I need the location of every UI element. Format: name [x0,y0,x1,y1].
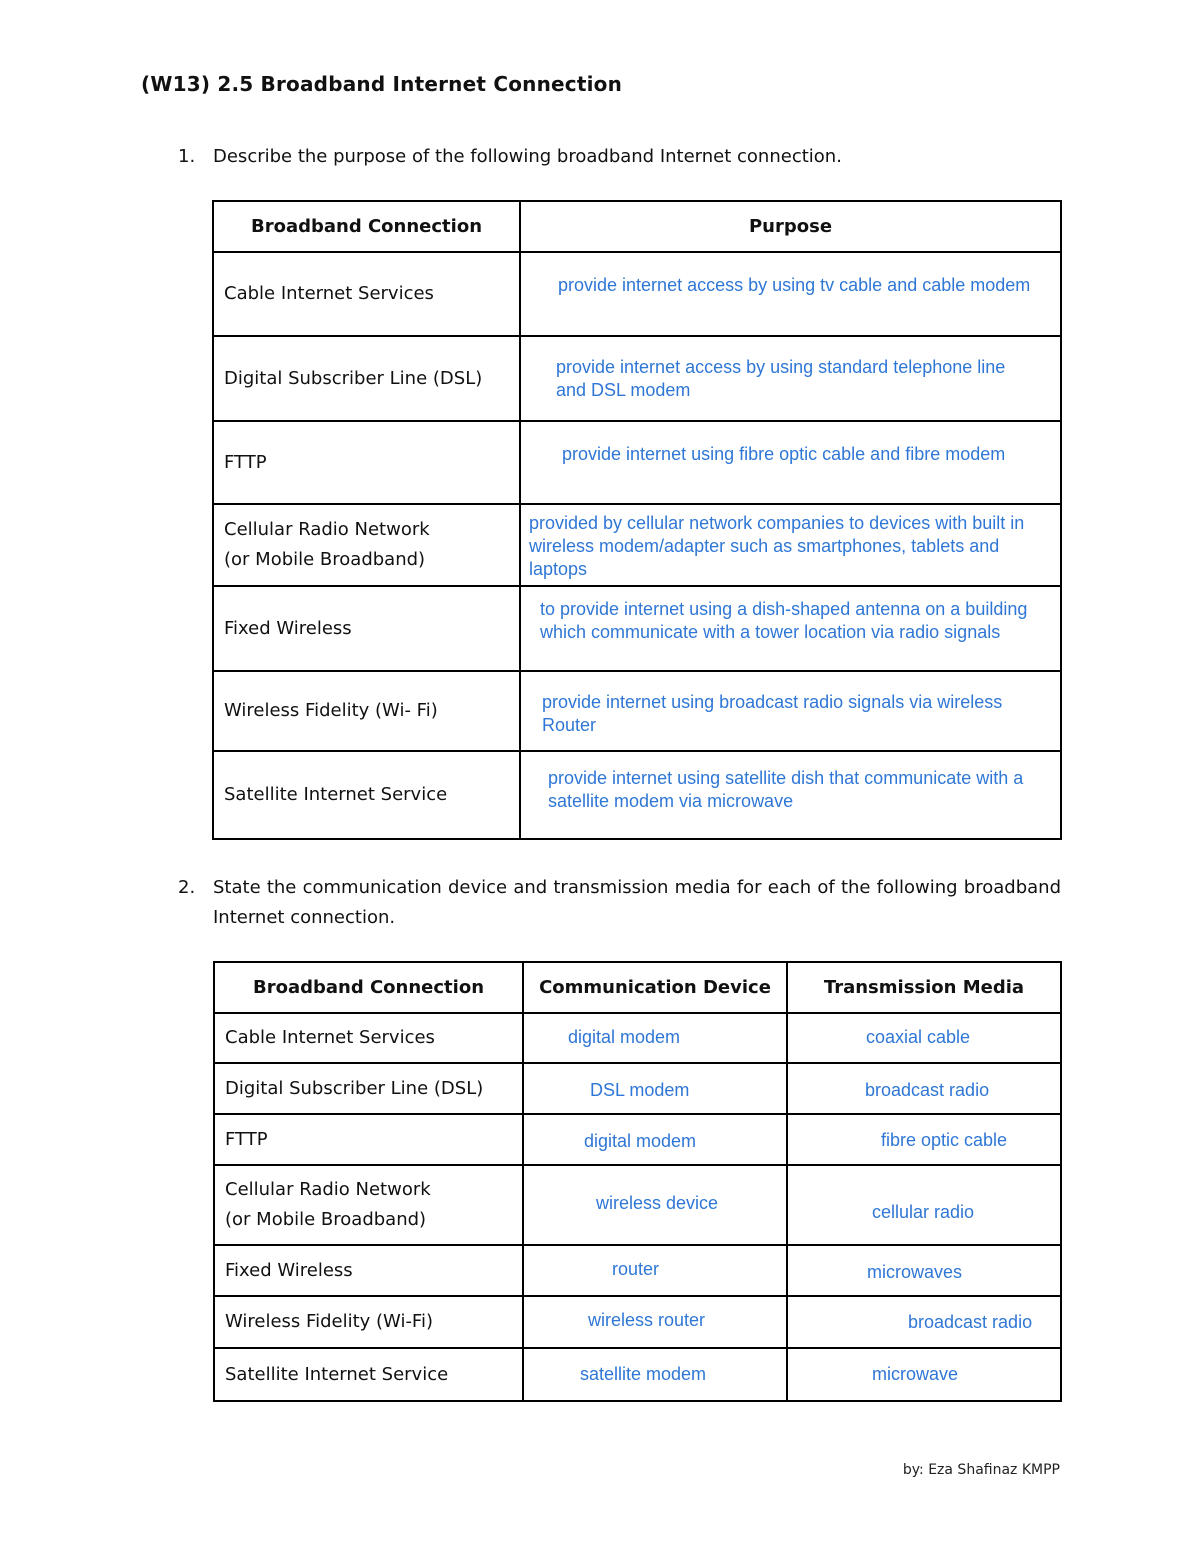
header-communication-device [524,963,788,1014]
media-answer: coaxial cable [866,1027,971,1047]
table-row-label-text: Cellular Radio Network (or Mobile Broadband) [225,1179,431,1230]
header-transmission-media-text: Transmission Media [823,977,1025,998]
table-row-label-text: Cellular Radio Network (or Mobile Broadband) [224,519,430,570]
table-row-label [215,1246,524,1297]
device-answer: digital modem [568,1027,681,1047]
page-title: (W13) 2.5 Broadband Internet Connection [141,72,623,96]
device-answer: router [612,1259,660,1279]
table-row-label [215,1166,524,1246]
media-answer: microwave [872,1364,959,1384]
header-transmission-media [788,963,1060,1014]
table-row-label-text: Wireless Fidelity (Wi-Fi) [225,1311,434,1332]
device-answer: satellite modem [580,1364,707,1384]
table-row-label-text: Digital Subscriber Line (DSL) [225,1077,484,1099]
table-row-label [215,1297,524,1349]
header-broadband-connection-text: Broadband Connection [252,977,485,998]
table-row-label [214,752,521,838]
question-text: State the communication device and transmission media for each of the following broadband Internet connection. [213,877,1061,928]
table-row-label-text: Fixed Wireless [225,1259,353,1281]
purpose-answer: to provide internet using a dish-shaped antenna on a building which communicate with a tower location via radio signals [540,599,1028,642]
purpose-answer: provided by cellular network companies to devices with built in wireless modem/adapter such as smartphones, tablets and laptops [529,513,1025,579]
table-row-label-text: Wireless Fidelity (Wi- Fi) [224,700,438,721]
device-media-table [213,961,1062,1402]
header-broadband-connection-text: Broadband Connection [250,216,483,237]
table-row-label-text: Cable Internet Services [225,1027,435,1048]
purpose-answer: provide internet using broadcast radio signals via wireless Router [542,692,1003,735]
table-row-label [214,422,521,505]
table-row-label [215,1349,524,1400]
media-answer: broadcast radio [865,1080,990,1100]
header-broadband-connection [214,202,521,253]
table-row-label [214,672,521,752]
device-answer: wireless router [588,1310,706,1330]
table-row-label [214,587,521,672]
table-row-label-text: FTTP [225,1128,268,1150]
table-row-label [215,1064,524,1115]
table-row-label [215,1014,524,1064]
author-footer: by: Eza Shafinaz KMPP [902,1462,1060,1478]
table-row-label-text: Cable Internet Services [224,283,434,304]
question-number: 1. [178,146,196,167]
header-purpose [521,202,1060,253]
purpose-answer: provide internet using satellite dish that communicate with a satellite modem via microwave [548,768,1024,811]
media-answer: cellular radio [872,1202,975,1222]
question-text: Describe the purpose of the following broadband Internet connection. [213,146,842,167]
table-row-label-text: Fixed Wireless [224,617,352,639]
media-answer: microwaves [867,1262,963,1282]
table-row-label-text: Satellite Internet Service [224,784,448,805]
question-number: 2. [178,877,196,898]
device-answer: wireless device [596,1193,719,1213]
media-answer: fibre optic cable [881,1130,1008,1150]
question-2 [178,873,1061,933]
device-answer: digital modem [584,1131,697,1151]
table-row-label-text: Digital Subscriber Line (DSL) [224,367,483,389]
table-row-label-text: Satellite Internet Service [225,1363,449,1385]
media-answer: broadcast radio [908,1312,1033,1332]
table-row-label-text: FTTP [224,451,267,473]
header-purpose-text: Purpose [748,216,833,237]
question-1 [178,142,1078,172]
table-row-label [214,505,521,587]
purpose-answer: provide internet using fibre optic cable and fibre modem [562,444,1006,464]
table-row-label [215,1115,524,1166]
device-answer: DSL modem [590,1080,690,1100]
table-row-label [214,337,521,422]
header-broadband-connection [215,963,524,1014]
header-communication-device-text: Communication Device [539,977,771,998]
purpose-table [212,200,1062,840]
table-row-label [214,253,521,337]
purpose-answer: provide internet access by using standard telephone line and DSL modem [556,357,1006,400]
purpose-answer: provide internet access by using tv cable and cable modem [558,275,1031,295]
